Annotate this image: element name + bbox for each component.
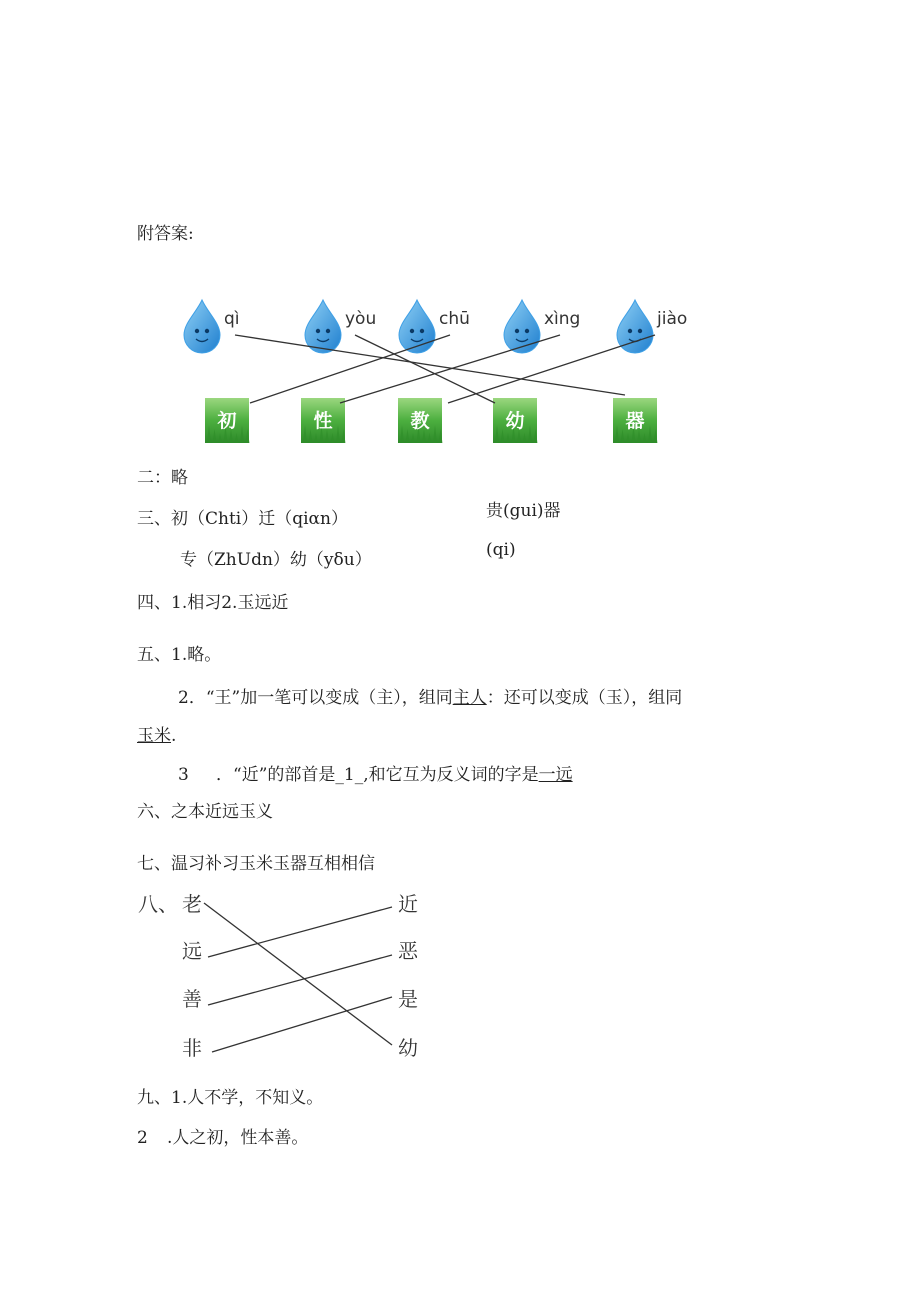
section-8-prefix: 八、 [138,892,178,916]
character-label: 器 [625,410,645,432]
left-word: 善 [182,987,202,1011]
section-6-answer: 六、之本近远玉义 [137,802,273,822]
match-line [340,335,560,403]
section-5-item2-cont [137,728,176,745]
pinyin-matching-diagram [180,295,700,450]
antonym-matching-diagram [130,885,430,1065]
left-word: 老 [182,892,202,916]
character-label: 初 [217,410,237,432]
water-drop-icon [399,300,435,353]
character-label: 教 [410,410,430,432]
section-9-line2-text: .人之初，性本善。 [167,1128,309,1148]
section-3-line1: 三、初（Chti）迁（qiαn） [137,509,348,529]
match-line [448,335,655,403]
section-9-line2-number: 2 [137,1128,148,1148]
match-line [208,955,392,1005]
item2-text-e: . [171,726,177,746]
item2-answer-zhuren: 主人 [452,688,487,708]
right-word: 恶 [398,939,418,963]
section-3-line2: 专（ZhUdn）幼（yδu） [180,550,372,570]
item3-text: ．“近”的部首是_1_,和它互为反义词的字是 [216,765,539,785]
pinyin-label: chū [439,309,470,329]
section-5-item2 [178,690,682,707]
section-7-answer: 七、温习补习玉米玉器互相相信 [137,854,375,874]
water-drop-icon [305,300,341,353]
answer-heading: 附答案: [137,224,194,244]
pinyin-label: yòu [345,309,377,329]
section-9-line1: 九、1.人不学，不知义。 [137,1088,324,1108]
match-line [204,903,392,1045]
section-5-item3 [178,767,573,784]
section-4-answer: 四、1.相习2.玉远近 [137,593,289,613]
right-word: 是 [398,987,418,1011]
pinyin-label: xìng [544,309,581,329]
match-line [250,335,450,403]
right-word: 近 [398,892,418,916]
item3-number: 3 [178,765,189,785]
section-3-line2-right: (qi) [486,540,516,560]
pinyin-label: jiào [657,309,688,329]
section-3-line1-right: 贵(gui)器 [486,501,561,521]
section-2-answer: 二：略 [137,468,188,488]
character-label: 幼 [505,410,525,432]
left-word: 远 [182,939,202,963]
item2-text-c: ：还可以变成（玉），组同 [486,688,683,708]
item2-answer-yumi: 玉米 [137,726,171,746]
item2-text-a: 2．“王”加一笔可以变成（主），组同 [178,688,453,708]
character-label: 性 [313,410,333,432]
item3-answer: 一远 [538,765,573,785]
section-9-line2 [137,1130,308,1147]
water-drop-icon [504,300,540,353]
pinyin-label: qì [224,309,240,329]
right-word: 幼 [398,1036,418,1060]
water-drop-icon [184,300,220,353]
match-line [208,907,392,957]
left-word: 非 [182,1036,202,1060]
section-5-line1: 五、1.略。 [137,645,222,665]
